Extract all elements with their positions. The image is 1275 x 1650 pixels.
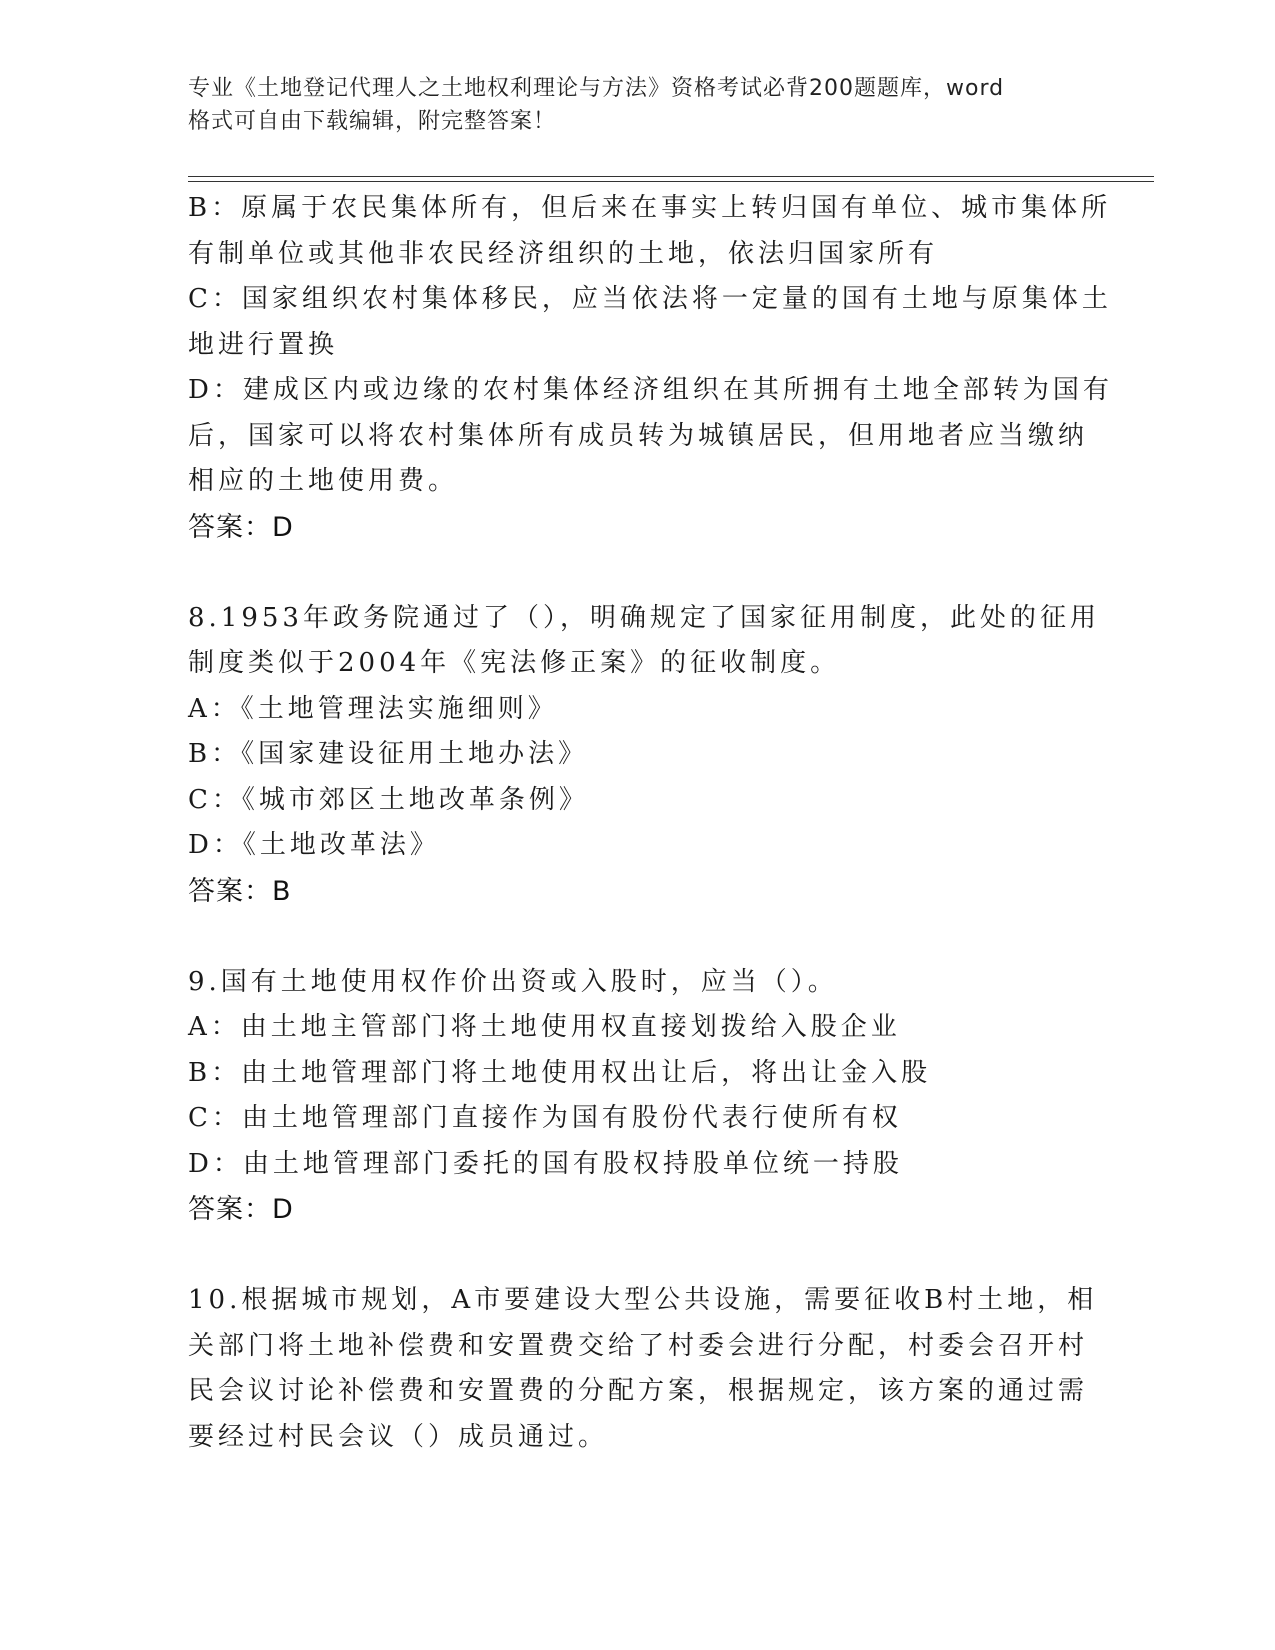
q8-option-c: C：《城市郊区土地改革条例》 (188, 784, 589, 815)
q7-option-d-line-3: 相应的土地使用费。 (188, 466, 459, 496)
q7-option-c-line-1: C：国家组织农村集体移民，应当依法将一定量的国有土地与原集体土 (188, 284, 1112, 314)
spacer (188, 1233, 1088, 1279)
header-divider-top (188, 176, 1154, 177)
q9-option-a: A：由土地主管部门将土地使用权直接划拨给入股企业 (188, 1012, 901, 1042)
q7-answer: 答案：D (188, 511, 294, 543)
q8-stem-line-1: 8.1953年政务院通过了（），明确规定了国家征用制度，此处的征用 (188, 602, 1100, 633)
q9-stem: 9.国有土地使用权作价出资或入股时，应当（）。 (188, 966, 838, 997)
q10-stem-line-4: 要经过村民会议（）成员通过。 (188, 1421, 609, 1452)
q7-option-d-line-1: D：建成区内或边缘的农村集体经济组织在其所拥有土地全部转为国有 (188, 375, 1113, 405)
q9-option-b: B：由土地管理部门将土地使用权出让后，将出让金入股 (188, 1057, 932, 1088)
document-body (188, 186, 1113, 1460)
q8-stem-line-2: 制度类似于2004年《宪法修正案》的征收制度。 (188, 648, 841, 678)
q9-answer: 答案：D (188, 1194, 294, 1225)
question-7-continued (188, 186, 1113, 550)
q7-option-b-line-1: B：原属于农民集体所有，但后来在事实上转归国有单位、城市集体所 (188, 193, 1112, 223)
header-divider-bottom (188, 181, 1154, 182)
page-header (188, 72, 1068, 138)
q8-option-d: D：《土地改革法》 (188, 830, 440, 860)
spacer (188, 550, 1088, 596)
q9-option-d: D：由土地管理部门委托的国有股权持股单位统一持股 (188, 1148, 903, 1179)
header-line-1: 专业《土地登记代理人之土地权利理论与方法》资格考试必背200题题库，word (188, 76, 1005, 101)
q10-stem-line-2: 关部门将土地补偿费和安置费交给了村委会进行分配，村委会召开村 (188, 1330, 1089, 1361)
q10-stem-line-3: 民会议讨论补偿费和安置费的分配方案，根据规定，该方案的通过需 (188, 1376, 1089, 1406)
q9-option-c: C：由土地管理部门直接作为国有股份代表行使所有权 (188, 1103, 902, 1133)
q7-option-c-line-2: 地进行置换 (188, 329, 339, 360)
question-10 (188, 1278, 1098, 1460)
q8-option-b: B：《国家建设征用土地办法》 (188, 739, 589, 769)
header-line-2: 格式可自由下载编辑，附完整答案！ (188, 109, 557, 134)
q8-option-a: A：《土地管理法实施细则》 (188, 693, 558, 724)
question-8 (188, 596, 1100, 915)
q7-option-d-line-2: 后，国家可以将农村集体所有成员转为城镇居民，但用地者应当缴纳 (188, 420, 1089, 451)
q7-option-b-line-2: 有制单位或其他非农民经济组织的土地，依法归国家所有 (188, 238, 939, 269)
question-9 (188, 960, 1088, 1233)
q10-stem-line-1: 10.根据城市规划，A市要建设大型公共设施，需要征收B村土地，相 (188, 1285, 1098, 1315)
spacer (188, 914, 1088, 960)
q8-answer: 答案：B (188, 875, 292, 907)
